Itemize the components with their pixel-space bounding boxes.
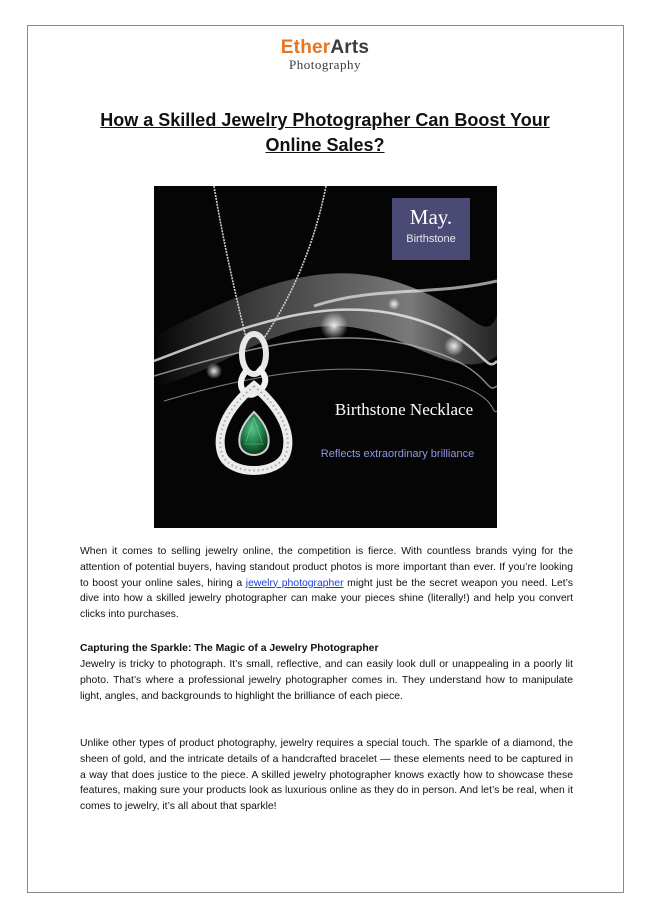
logo-wordmark <box>0 38 650 58</box>
hero-image <box>154 186 497 528</box>
logo-arts: Arts <box>330 37 370 58</box>
product-title: Birthstone Necklace <box>334 400 474 419</box>
badge-subtitle: Birthstone <box>406 233 456 245</box>
paragraph-special-touch: Unlike other types of product photography, jewelry requires a special touch. The sparkle of a diamond, the sheen of gold, and the intricate details of a handcrafted bracelet — these elements need to be captured in a way that does justice to the piece. A skilled jewelry photographer knows exactly how to showcase these features, making sure your products look as luxurious online as they do in person. And let’s be real, when it comes to jewelry, it’s all about that sparkle! <box>80 738 573 813</box>
intro-text-after: might just be the secret weapon you need. Let’s dive into how a skilled jewelry photographer can make your pieces shine (literally!) and help you convert clicks into purchases. <box>80 577 573 621</box>
badge-month: May. <box>409 205 453 229</box>
article-title: How a Skilled Jewelry Photographer Can Boost Your Online Sales? <box>100 110 550 155</box>
jewelry-photographer-link[interactable]: jewelry photographer <box>245 577 344 589</box>
intro-paragraph <box>80 544 573 623</box>
intro-text-before: When it comes to selling jewelry online, the competition is fierce. With countless brands vying for the attention of potential buyers, having standout product photos is more important than ever. If you’re looking to boost your online sales, hiring a <box>80 546 573 589</box>
section-heading: Capturing the Sparkle: The Magic of a Jewelry Photographer <box>80 643 379 654</box>
product-tagline: Reflects extraordinary brilliance <box>320 448 475 460</box>
paragraph-sparkle: Jewelry is tricky to photograph. It’s small, reflective, and can easily look dull or unappealing in a poorly lit photo. That’s where a professional jewelry photographer comes in. They understand how to manipulate light, angles, and backgrounds to highlight the brilliance of each piece. <box>80 659 573 702</box>
logo-subtitle: Photography <box>289 57 361 72</box>
logo-ether: Ether <box>280 37 331 58</box>
etherarts-logo[interactable] <box>0 38 650 72</box>
birthstone-badge <box>392 198 470 260</box>
